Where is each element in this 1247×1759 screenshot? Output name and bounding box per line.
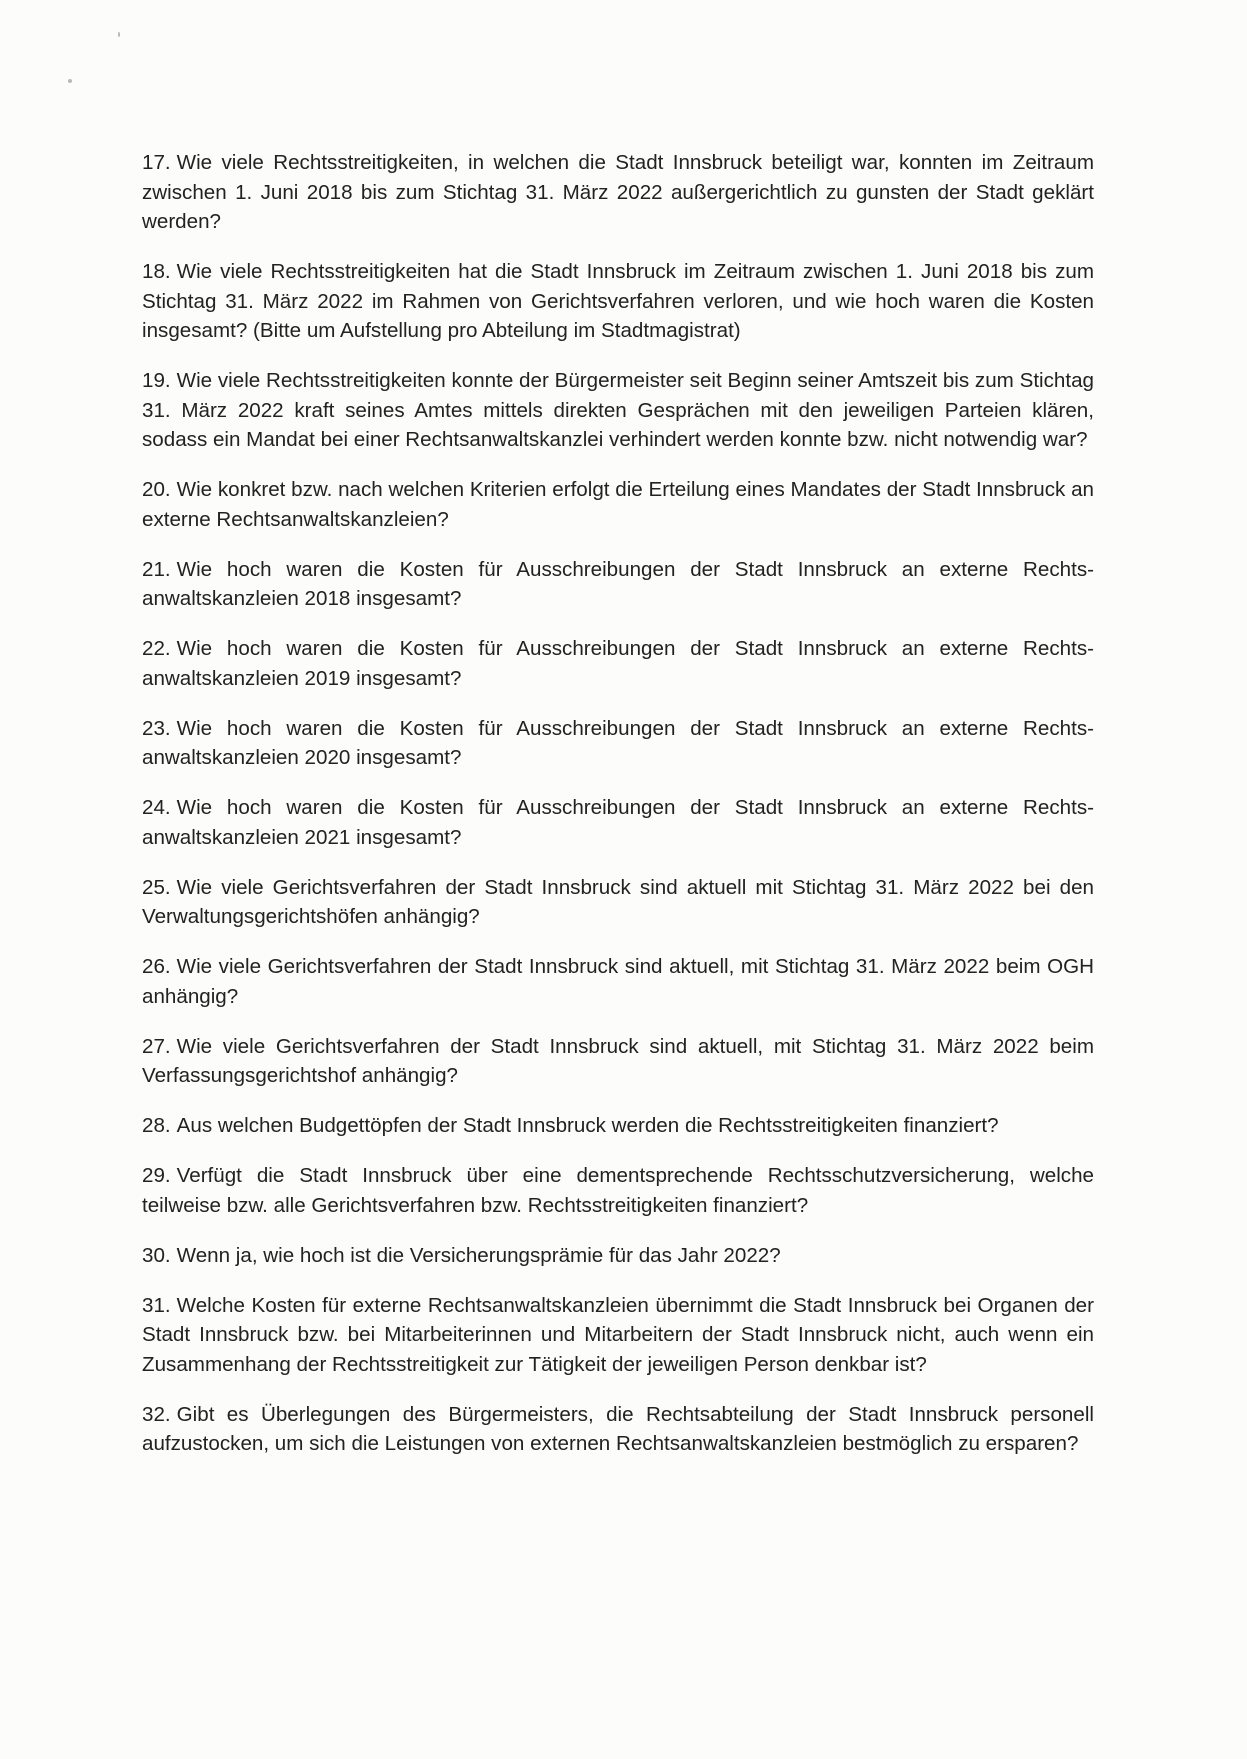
question-text: Wie viele Rechtsstreitigkeiten, in welchen die Stadt Innsbruck beteiligt war, konnten im Zeitraum zwischen 1. Juni 2018 bis zum Stichtag 31. März 2022 außergerichtlich zu gunsten der Stadt geklärt werden? [142, 151, 1094, 233]
question-17 [142, 148, 1094, 237]
question-number: 31. [142, 1293, 171, 1317]
question-19 [142, 366, 1094, 455]
question-number: 24. [142, 796, 171, 819]
question-text: Wie hoch waren die Kosten für Ausschreibungen der Stadt Innsbruck an externe Rechtsanwaltskanzleien 2021 insgesamt? [142, 796, 1094, 849]
question-text: Wie viele Rechtsstreitigkeiten hat die Stadt Innsbruck im Zeitraum zwischen 1. Juni 2018 bis zum Stichtag 31. März 2022 im Rahmen von Gerichtsverfahren verloren, und wie hoch waren die Kosten insgesamt? (Bitte um Aufstellung pro Abteilung im Stadtmagistrat) [142, 260, 1094, 342]
question-number: 32. [142, 1402, 171, 1426]
question-22 [142, 634, 1094, 693]
question-number: 30. [142, 1243, 171, 1267]
question-number: 26. [142, 955, 171, 978]
question-text: Gibt es Überlegungen des Bürgermeisters, die Rechtsabteilung der Stadt Innsbruck personell aufzustocken, um sich die Leistungen von externen Rechtsanwaltskanzleien bestmöglich zu ersparen? [142, 1402, 1094, 1455]
question-number: 27. [142, 1034, 171, 1058]
question-text: Wie viele Gerichtsverfahren der Stadt Innsbruck sind aktuell, mit Stichtag 31. März 2022 beim OGH anhängig? [142, 955, 1094, 1008]
question-text: Wie hoch waren die Kosten für Ausschreibungen der Stadt Innsbruck an externe Rechtsanwaltskanzleien 2018 insgesamt? [142, 557, 1094, 610]
question-text: Wie viele Rechtsstreitigkeiten konnte der Bürgermeister seit Beginn seiner Amtszeit bis zum Stichtag 31. März 2022 kraft seines Amtes mittels direkten Gesprächen mit den jeweiligen Parteien klären, sodass ein Mandat bei einer Rechtsanwaltskanzlei verhindert werden konnte bzw. nicht notwendig war? [142, 369, 1094, 451]
question-text: Wie konkret bzw. nach welchen Kriterien erfolgt die Erteilung eines Mandates der Stadt Innsbruck an externe Rechtsanwaltskanzleien? [142, 478, 1094, 531]
question-number: 23. [142, 716, 171, 740]
question-text: Wie viele Gerichtsverfahren der Stadt Innsbruck sind aktuell, mit Stichtag 31. März 2022 beim Verfassungsgerichtshof anhängig? [142, 1034, 1094, 1087]
question-text: Welche Kosten für externe Rechtsanwaltskanzleien übernimmt die Stadt Innsbruck bei Organen der Stadt Innsbruck bzw. bei Mitarbeiterinnen und Mitarbeitern der Stadt Innsbruck nicht, auch wenn ein Zusammenhang der Rechtsstreitigkeit zur Tätigkeit der jeweiligen Person denkbar ist? [142, 1293, 1094, 1376]
question-18 [142, 257, 1094, 346]
question-21 [142, 555, 1094, 614]
question-number: 17. [142, 151, 171, 174]
question-text: Wie hoch waren die Kosten für Ausschreibungen der Stadt Innsbruck an externe Rechtsanwaltskanzleien 2020 insgesamt? [142, 716, 1094, 769]
question-text: Wie viele Gerichtsverfahren der Stadt Innsbruck sind aktuell mit Stichtag 31. März 2022 bei den Verwaltungsgerichtshöfen anhängig? [142, 875, 1094, 928]
question-list [142, 148, 1094, 1479]
question-20 [142, 475, 1094, 534]
question-number: 29. [142, 1164, 171, 1187]
scan-speck [118, 32, 120, 37]
question-text: Verfügt die Stadt Innsbruck über eine dementsprechende Rechtsschutzversicherung, welche teilweise bzw. alle Gerichtsverfahren bzw. Rechtsstreitigkeiten finanziert? [142, 1164, 1094, 1217]
question-number: 25. [142, 875, 171, 899]
question-31 [142, 1291, 1094, 1380]
question-30 [142, 1241, 1094, 1271]
question-29 [142, 1161, 1094, 1220]
question-text: Wie hoch waren die Kosten für Ausschreibungen der Stadt Innsbruck an externe Rechtsanwaltskanzleien 2019 insgesamt? [142, 637, 1094, 690]
question-number: 28. [142, 1114, 171, 1137]
question-text: Aus welchen Budgettöpfen der Stadt Innsbruck werden die Rechtsstreitigkeiten finanziert? [176, 1114, 999, 1137]
question-number: 22. [142, 637, 171, 660]
question-number: 19. [142, 369, 171, 392]
question-number: 20. [142, 478, 171, 501]
question-28 [142, 1111, 1094, 1141]
question-number: 21. [142, 557, 171, 581]
question-24 [142, 793, 1094, 852]
question-number: 18. [142, 260, 171, 283]
question-23 [142, 714, 1094, 773]
question-26 [142, 952, 1094, 1011]
question-text: Wenn ja, wie hoch ist die Versicherungsprämie für das Jahr 2022? [176, 1243, 781, 1267]
question-32 [142, 1400, 1094, 1459]
scan-speck [68, 79, 72, 83]
question-25 [142, 873, 1094, 932]
question-27 [142, 1032, 1094, 1091]
